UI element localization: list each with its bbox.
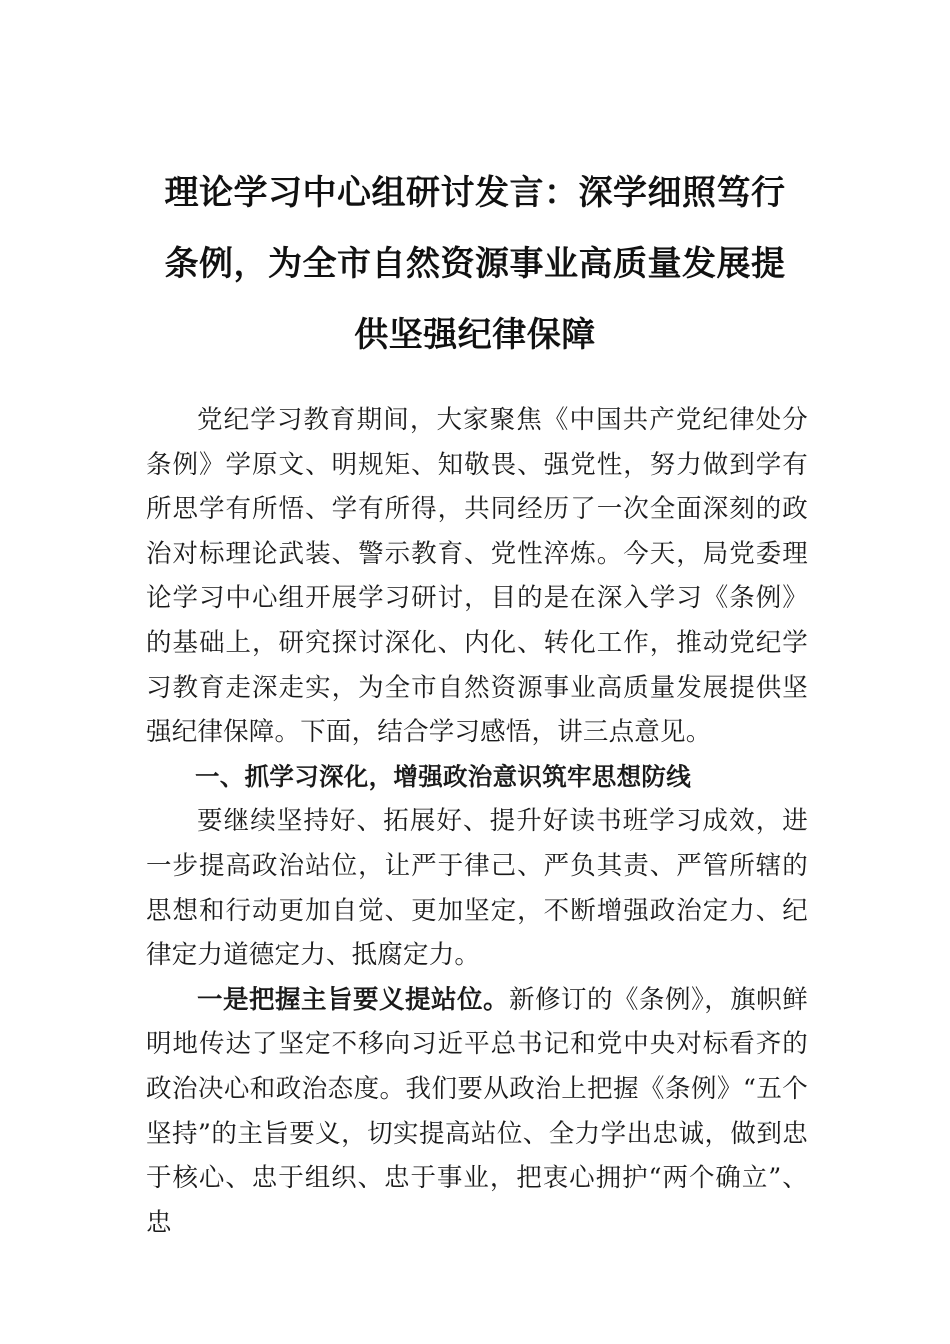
section-1-paragraph: 要继续坚持好、拓展好、提升好读书班学习成效，进一步提高政治站位，让严于律己、严负其责、严管所辖的思想和行动更加自觉、更加坚定，不断增强政治定力、纪律定力道德定力、抵腐定力。 <box>146 806 808 971</box>
point-1-text: 新修订的《条例》，旗帜鲜明地传达了坚定不移向习近平总书记和党中央对标看齐的政治决心和政治态度。我们要从政治上把握《条例》“五个坚持”的主旨要义，切实提高站位、全力学出忠诚，做到忠于核心、忠于组织、忠于事业，把衷心拥护“两个确立”、忠 <box>146 984 808 1238</box>
document-body <box>146 398 808 1245</box>
title-line-3: 供坚强纪律保障 <box>354 315 596 355</box>
point-1-paragraph <box>146 978 808 1246</box>
point-1-lead: 一是把握主旨要义提站位。 <box>197 984 510 1015</box>
title-line-2: 条例，为全市自然资源事业高质量发展提 <box>164 244 786 284</box>
document-title <box>140 158 810 371</box>
intro-paragraph: 党纪学习教育期间，大家聚焦《中国共产党纪律处分条例》学原文、明规矩、知敬畏、强党性，努力做到学有所思学有所悟、学有所得，共同经历了一次全面深刻的政治对标理论武装、警示教育、党性淬炼。今天，局党委理论学习中心组开展学习研讨，目的是在深入学习《条例》的基础上，研究探讨深化、内化、转化工作，推动党纪学习教育走深走实，为全市自然资源事业高质量发展提供坚强纪律保障。下面，结合学习感悟，讲三点意见。 <box>146 405 808 748</box>
title-line-1: 理论学习中心组研讨发言：深学细照笃行 <box>164 173 786 213</box>
section-1-heading: 一、抓学习深化，增强政治意识筑牢思想防线 <box>195 761 691 791</box>
